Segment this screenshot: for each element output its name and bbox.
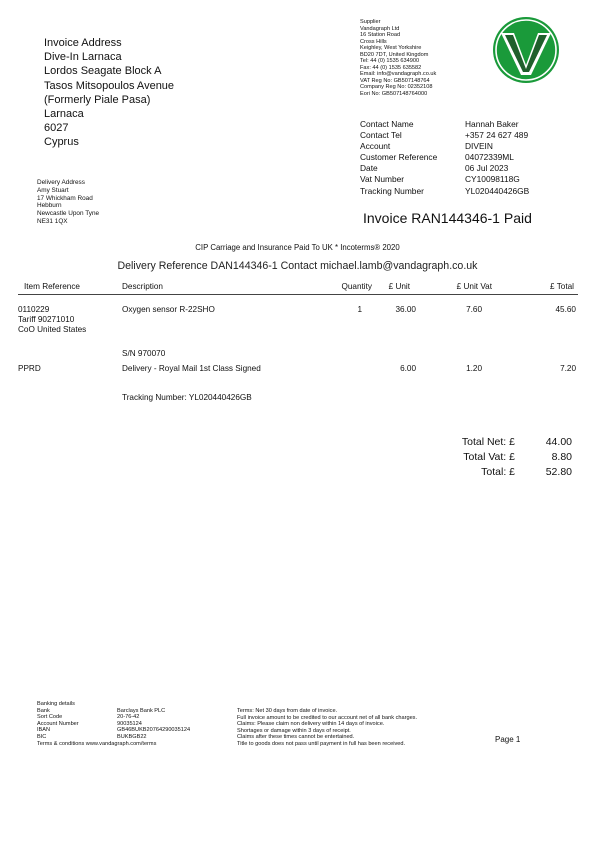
- row-unit-price: 6.00: [400, 364, 416, 373]
- banking-value: 90035124: [117, 720, 142, 727]
- detail-label: Customer Reference: [360, 152, 438, 163]
- invoice-address-line: Tasos Mitsopoulos Avenue: [44, 79, 175, 92]
- invoice-title: Invoice RAN144346-1 Paid: [363, 210, 532, 226]
- total-vat-label: Total Vat: £: [463, 451, 515, 463]
- supplier-line: Keighley, West Yorkshire: [360, 45, 422, 52]
- banking-label: Account Number: [37, 720, 79, 727]
- payment-terms: [237, 708, 417, 748]
- terms-line: Claims: Please claim non delivery within 14 days of invoice.: [237, 721, 385, 728]
- row-item-reference: 0110229: [18, 305, 50, 314]
- header-divider: [18, 294, 578, 295]
- invoice-address-line: Dive-In Larnaca: [44, 51, 122, 64]
- terms-line: Shortages or damage within 3 days of receipt.: [237, 727, 351, 734]
- banking-label: Sort Code: [37, 714, 63, 721]
- invoice-address-line: (Formerly Piale Pasa): [44, 93, 151, 106]
- detail-value: +357 24 627 489: [465, 130, 529, 141]
- col-header-total: £ Total: [550, 282, 574, 291]
- detail-value: YL020440426GB: [465, 185, 530, 196]
- terms-line: Claims after these times cannot be entertained.: [237, 734, 355, 741]
- col-header-unit: £ Unit: [388, 282, 410, 291]
- supplier-line: Tel: 44 (0) 1535 634900: [360, 58, 420, 65]
- banking-label: IBAN: [37, 727, 51, 734]
- delivery-address-line: 17 Whickham Road: [37, 194, 93, 202]
- row-unit-vat: 7.60: [466, 305, 482, 314]
- supplier-line: VAT Reg No: GB507148764: [360, 77, 430, 84]
- delivery-address-line: Amy Stuart: [37, 186, 69, 194]
- page-number: Page 1: [495, 735, 521, 744]
- col-header-item-reference: Item Reference: [24, 282, 80, 291]
- supplier-line: Company Reg No: 02352108: [360, 84, 433, 91]
- supplier-block: [360, 19, 436, 98]
- banking-value: Barclays Bank PLC: [117, 707, 166, 714]
- vandagraph-logo: [490, 15, 562, 85]
- supplier-line: Fax: 44 (0) 1535 635582: [360, 64, 422, 71]
- row-tariff: Tariff 90271010: [18, 315, 75, 324]
- invoice-address-heading: Invoice Address: [44, 37, 122, 49]
- supplier-line: Email: info@vandagraph.co.uk: [360, 71, 437, 78]
- row-unit-vat: 1.20: [466, 364, 482, 373]
- detail-value: Hannah Baker: [465, 119, 519, 129]
- invoice-address-line: 6027: [44, 122, 69, 135]
- row-item-reference: PPRD: [18, 364, 41, 373]
- invoice-address-line: Larnaca: [44, 108, 84, 121]
- detail-label: Contact Name: [360, 119, 414, 129]
- supplier-line: Eori No: GB507148764000: [360, 91, 428, 98]
- total-net-value: 44.00: [545, 436, 572, 448]
- terms-link[interactable]: Terms & conditions www.vandagraph.com/terms: [37, 740, 157, 747]
- banking-label: BIC: [37, 733, 47, 740]
- banking-row: [37, 721, 156, 728]
- banking-value: BUKBGB22: [117, 733, 147, 740]
- terms-line: Title to goods does not pass until payment in full has been received.: [237, 740, 406, 747]
- delivery-address: [37, 179, 99, 226]
- detail-value: DIVEIN: [465, 141, 493, 152]
- incoterms-note: CIP Carriage and Insurance Paid To UK * Incoterms® 2020: [195, 243, 400, 252]
- detail-value: 04072339ML: [465, 152, 514, 163]
- row-description: Oxygen sensor R-22SHO: [122, 305, 215, 314]
- invoice-address-line: Cyprus: [44, 136, 79, 149]
- row-unit-price: 36.00: [395, 305, 416, 314]
- row-serial-number: S/N 970070: [122, 349, 166, 358]
- col-header-description: Description: [122, 282, 163, 291]
- banking-title: Banking details: [37, 701, 75, 707]
- detail-label: Date: [360, 163, 378, 174]
- invoice-address-line: Lordos Seagate Block A: [44, 65, 162, 78]
- row-total: 7.20: [560, 364, 576, 373]
- detail-label: Tracking Number: [360, 185, 424, 196]
- detail-label: Account: [360, 141, 391, 152]
- banking-value: GB46BUKB20764290035124: [117, 727, 191, 734]
- detail-value: CY10098118G: [465, 174, 520, 185]
- supplier-heading: Supplier: [360, 19, 381, 25]
- banking-row: [37, 727, 191, 734]
- banking-row: [37, 714, 156, 721]
- total-net-label: Total Net: £: [461, 436, 515, 448]
- terms-line: Full invoice amount to be credited to our account net of all bank charges.: [237, 714, 418, 721]
- detail-label: Vat Number: [360, 174, 405, 185]
- detail-label: Contact Tel: [360, 130, 402, 141]
- detail-value: 06 Jul 2023: [465, 163, 509, 174]
- terms-line: Terms: Net 30 days from date of invoice.: [237, 708, 338, 714]
- banking-row: [37, 734, 156, 741]
- invoice-address: [44, 36, 174, 150]
- row-total: 45.60: [555, 305, 576, 314]
- total-value: 52.80: [545, 466, 572, 478]
- supplier-line: Vandagraph Ltd: [360, 25, 400, 32]
- delivery-reference: Delivery Reference DAN144346-1 Contact michael.lamb@vandagraph.co.uk: [117, 260, 478, 272]
- supplier-line: BD20 7DT, United Kingdom: [360, 51, 429, 58]
- delivery-address-line: Newcastle Upon Tyne: [37, 210, 100, 218]
- delivery-address-line: NE31 1QX: [37, 217, 68, 225]
- total-vat-value: 8.80: [551, 451, 572, 463]
- row-quantity: 1: [357, 305, 362, 314]
- banking-value: 20-76-42: [117, 714, 140, 721]
- delivery-address-line: Hebburn: [37, 202, 62, 210]
- supplier-line: Cross Hills: [360, 38, 387, 45]
- col-header-quantity: Quantity: [341, 282, 372, 291]
- supplier-line: 16 Station Road: [360, 32, 401, 39]
- col-header-unit-vat: £ Unit Vat: [456, 282, 492, 291]
- row-country-of-origin: CoO United States: [18, 325, 87, 334]
- banking-details: [37, 701, 191, 747]
- total-label: Total: £: [481, 466, 515, 478]
- banking-label: Bank: [37, 707, 50, 714]
- row-description: Delivery - Royal Mail 1st Class Signed: [122, 364, 261, 373]
- row-tracking-number: Tracking Number: YL020440426GB: [122, 393, 252, 402]
- delivery-address-heading: Delivery Address: [37, 179, 85, 186]
- banking-row: [37, 707, 166, 715]
